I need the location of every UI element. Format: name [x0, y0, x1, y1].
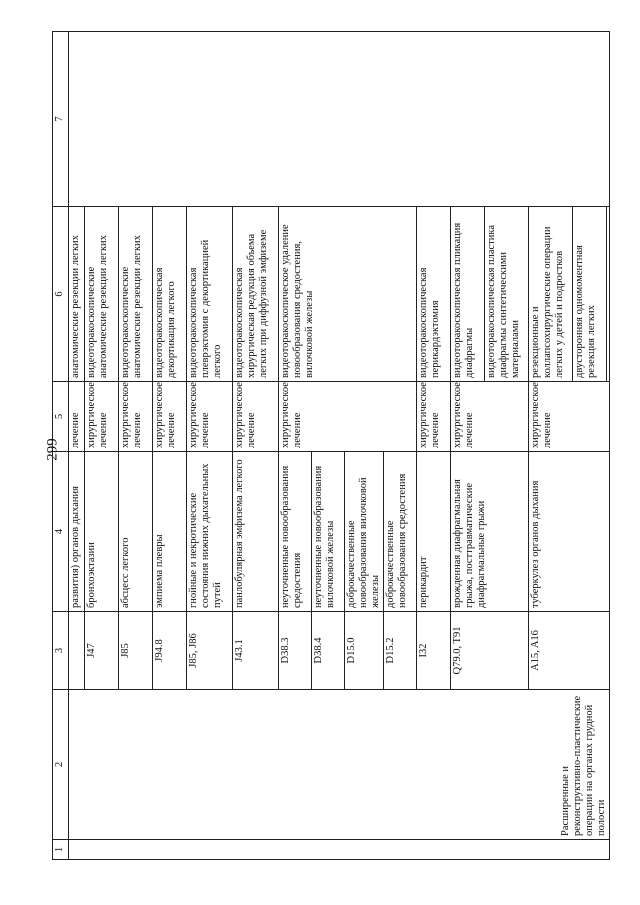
diagnosis-cell: панлобулярная эмфизема легкого	[233, 452, 279, 612]
code-cell: J85	[119, 612, 153, 690]
column-number: 4	[53, 452, 69, 612]
page-number: 299	[44, 438, 61, 461]
diagnosis-cell: развития) органов дыхания	[69, 452, 85, 612]
method-cell: видеоторакоскопическая хирургическая редукция объема легких при диффузной эмфиземе	[233, 207, 279, 382]
method-cell: видеоторакоскопические анатомические резекции легких	[85, 207, 119, 382]
code-cell	[69, 612, 85, 690]
method-cell: видеоторакоскопическая перикардэктомия	[417, 207, 451, 382]
column-number: 3	[53, 612, 69, 690]
code-cell: J85, J86	[187, 612, 233, 690]
diagnosis-cell: врожденная диафрагмальная грыжа, посттравматические диафрагмальные грыжи	[451, 452, 529, 612]
treatment-cell: хирургическое лечение	[153, 382, 187, 452]
column-number: 7	[53, 32, 69, 207]
column-number: 1	[53, 840, 69, 860]
diagnosis-cell: неуточненные новообразования средостения	[279, 452, 312, 612]
section-title-cell	[69, 690, 610, 840]
method-cell: резекционные и коллапсохирургические операции легких у детей и подростков	[529, 207, 573, 382]
method-cell: видеоторакоскопическая пликация диафрагмы	[451, 207, 485, 382]
diagnosis-cell: эмпиема плевры	[153, 452, 187, 612]
treatment-cell: хирургическое лечение	[119, 382, 153, 452]
procedures-table	[52, 31, 610, 860]
code-cell: A15, A16	[529, 612, 610, 690]
code-cell: J94.8	[153, 612, 187, 690]
diagnosis-cell: бронхоэктазии	[85, 452, 119, 612]
table-row	[69, 32, 85, 860]
method-cell-empty	[607, 207, 610, 382]
column-number-row	[53, 32, 69, 860]
section-title: Расширенные и реконструктивно-пластические операции на органах грудной полости	[559, 695, 608, 836]
code-cell: D38.3	[279, 612, 312, 690]
code-cell: I32	[417, 612, 451, 690]
code-cell: J47	[85, 612, 119, 690]
method-cell: двусторонняя одномоментная резекция легких	[573, 207, 607, 382]
code-cell: D15.2	[384, 612, 417, 690]
method-cell: видеоторакоскопическая плеврэктомия с декортикацией легкого	[187, 207, 233, 382]
treatment-cell: хирургическое лечение	[233, 382, 279, 452]
method-cell: видеоторакоскопические анатомические резекции легких	[119, 207, 153, 382]
treatment-cell: хирургическое лечение	[85, 382, 119, 452]
diagnosis-cell: туберкулез органов дыхания	[529, 452, 610, 612]
method-cell: видеоторакоскопическая пластика диафрагмы синтетическими материалами	[485, 207, 529, 382]
code-cell: J43.1	[233, 612, 279, 690]
treatment-cell: хирургическое лечение	[529, 382, 610, 452]
diagnosis-cell: абсцесс легкого	[119, 452, 153, 612]
code-cell: Q79.0, T91	[451, 612, 529, 690]
column-number: 2	[53, 690, 69, 840]
diagnosis-cell: гнойные и некротические состояния нижних дыхательных путей	[187, 452, 233, 612]
notes-cell	[69, 32, 610, 207]
treatment-cell: хирургическое лечение	[417, 382, 451, 452]
rotated-table-wrapper	[52, 32, 608, 860]
diagnosis-cell: доброкачественные новообразования вилочковой железы	[345, 452, 384, 612]
treatment-cell: хирургическое лечение	[451, 382, 529, 452]
row-index-cell	[69, 840, 610, 860]
method-cell: анатомические резекции легких	[69, 207, 85, 382]
method-cell: видеоторакоскопическая декортикация легкого	[153, 207, 187, 382]
column-number: 6	[53, 207, 69, 382]
column-number: 5	[53, 382, 69, 452]
code-cell: D38.4	[312, 612, 345, 690]
code-cell: D15.0	[345, 612, 384, 690]
method-cell: видеоторакоскопическое удаление новообразования средостения, вилочковой железы	[279, 207, 417, 382]
diagnosis-cell: доброкачественные новообразования средостения	[384, 452, 417, 612]
diagnosis-cell: неуточненные новообразования вилочковой железы	[312, 452, 345, 612]
diagnosis-cell: перикардит	[417, 452, 451, 612]
treatment-cell: хирургическое лечение	[187, 382, 233, 452]
treatment-cell: лечение	[69, 382, 85, 452]
treatment-cell: хирургическое лечение	[279, 382, 417, 452]
